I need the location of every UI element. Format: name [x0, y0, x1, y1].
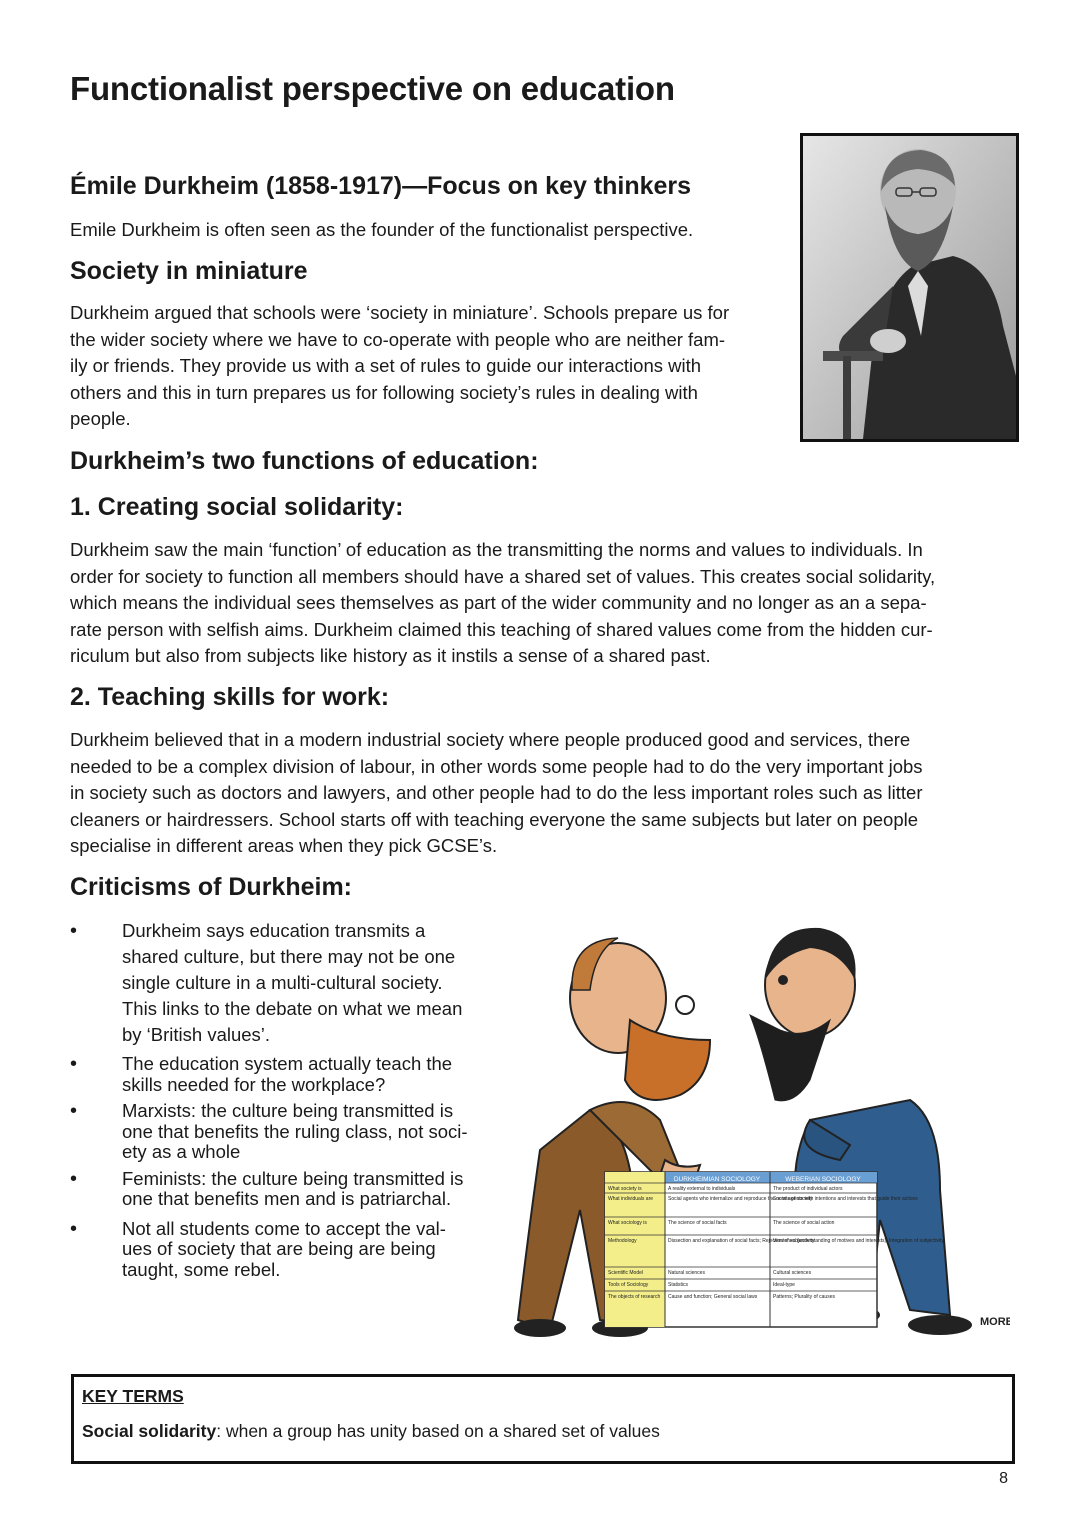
criticisms-heading: Criticisms of Durkheim:	[70, 873, 353, 901]
society-heading: Society in miniature	[70, 257, 308, 285]
text-line: ily or friends. They provide us with a set of rules to guide our interactions with	[70, 355, 702, 376]
bullet-icon: •	[70, 1217, 78, 1240]
list-item	[70, 1101, 510, 1163]
table-cell-weber: Cultural sciences	[773, 1270, 812, 1276]
solidarity-heading: 1. Creating social solidarity:	[70, 493, 404, 521]
key-term-text: : when a group has unity based on a shared set of values	[216, 1421, 660, 1441]
text-line: Not all students come to accept the val-	[122, 1217, 446, 1239]
text-line: ues of society that are being are being	[122, 1238, 436, 1259]
durkheim-intro: Emile Durkheim is often seen as the founder of the functionalist perspective.	[70, 219, 694, 240]
text-line: Marxists: the culture being transmitted is	[122, 1100, 454, 1121]
text-line: ety as a whole	[122, 1141, 241, 1162]
table-row-label: The objects of research	[608, 1294, 661, 1300]
portrait-image	[803, 136, 1016, 439]
bullet-icon: •	[70, 1100, 78, 1122]
text-line: Feminists: the culture being transmitted is	[122, 1167, 464, 1189]
skills-heading: 2. Teaching skills for work:	[70, 683, 390, 711]
table-row-label: What individuals are	[608, 1196, 654, 1202]
text-line: one that benefits the ruling class, not soci-	[122, 1120, 468, 1142]
table-row-label: Scientific Model	[608, 1270, 644, 1276]
table-cell-weber: Patterns; Plurality of causes	[773, 1294, 835, 1300]
table-cell-weber: Verstehen (understanding of motives and interests); Integration of subjectivity	[773, 1238, 944, 1244]
text-line: Durkheim believed that in a modern industrial society where people produced good and services, there	[70, 729, 911, 750]
table-row-label: What sociology is	[608, 1220, 647, 1226]
table-cell-durkheim: Social agents who internalize and reproduce the norms of society	[668, 1196, 813, 1202]
text-line: the wider society where we have to co-operate with people who are neither fam-	[70, 328, 726, 350]
solidarity-paragraph	[70, 537, 1015, 670]
text-line: riculum but also from subjects like history as it instils a sense of a shared past.	[70, 645, 711, 666]
table-cell-weber: The product of individual actors	[773, 1186, 843, 1192]
list-item	[70, 1169, 510, 1210]
durkheim-heading: Émile Durkheim (1858-1917)—Focus on key thinkers	[70, 172, 692, 200]
skills-paragraph	[70, 727, 1015, 860]
functions-heading: Durkheim’s two functions of education:	[70, 447, 539, 475]
table-row-label: What society is	[608, 1186, 642, 1192]
text-line: people.	[70, 408, 131, 429]
table-cell-durkheim: Statistics	[668, 1282, 689, 1288]
list-item	[70, 918, 510, 1048]
text-line: by ‘British values’.	[122, 1024, 271, 1045]
table-cell-weber: Ideal-type	[773, 1282, 795, 1288]
text-line: others and this in turn prepares us for following society’s rules in dealing with	[70, 381, 698, 403]
text-line: order for society to function all members should have a shared set of values. This creates social solidarity,	[70, 565, 936, 587]
text-line: single culture in a multi-cultural society.	[122, 972, 443, 993]
text-line: which means the individual sees themselves as part of the wider community and no longer as an a sepa-	[70, 592, 927, 613]
page-title: Functionalist perspective on education	[70, 70, 675, 107]
text-line: one that benefits men and is patriarchal.	[122, 1188, 452, 1209]
text-line: needed to be a complex division of labour, in other words some people had to do the very important jobs	[70, 755, 923, 777]
page-number: 8	[999, 1470, 1008, 1487]
list-item	[70, 1054, 510, 1095]
text-line: Durkheim says education transmits a	[122, 920, 426, 941]
key-term-definition	[82, 1421, 660, 1442]
society-paragraph	[70, 300, 800, 433]
key-terms-heading: KEY TERMS	[82, 1386, 184, 1406]
table-cell-weber: Social agents with intentions and interests that guide their actions	[773, 1196, 918, 1202]
criticisms-list	[70, 918, 510, 1280]
durkheim-weber-cartoon	[510, 920, 1010, 1345]
text-line: The education system actually teach the	[122, 1053, 453, 1074]
durkheim-portrait	[800, 133, 1019, 442]
bullet-icon: •	[70, 1167, 78, 1190]
artist-signature: MORE	[980, 1316, 1010, 1328]
text-line: in society such as doctors and lawyers, and other people had to do the less important roles such as litter	[70, 782, 923, 803]
text-line: This links to the debate on what we mean	[122, 998, 463, 1019]
table-cell-durkheim: Cause and function; General social laws	[668, 1294, 758, 1300]
cartoon-image	[510, 920, 1010, 1345]
text-line: shared culture, but there may not be one	[122, 946, 456, 967]
list-item	[70, 1219, 510, 1281]
table-cell-durkheim: A reality external to individuals	[668, 1186, 736, 1192]
table-cell-durkheim: Natural sciences	[668, 1270, 705, 1276]
bullet-icon: •	[70, 920, 78, 942]
table-cell-weber: The science of social action	[773, 1220, 835, 1226]
key-term: Social solidarity	[82, 1421, 217, 1441]
text-line: Durkheim saw the main ‘function’ of education as the transmitting the norms and values to individuals. In	[70, 539, 923, 560]
text-line: skills needed for the workplace?	[122, 1073, 386, 1095]
text-line: rate person with selfish aims. Durkheim claimed this teaching of shared values come from the hidden cur-	[70, 618, 933, 640]
key-terms-box	[71, 1374, 1015, 1464]
text-line: Durkheim argued that schools were ‘society in miniature’. Schools prepare us for	[70, 302, 730, 323]
text-line: cleaners or hairdressers. School starts off with teaching everyone the same subjects but later on people	[70, 808, 919, 830]
text-line: taught, some rebel.	[122, 1258, 281, 1280]
bullet-icon: •	[70, 1053, 78, 1075]
table-col-weber: WEBERIAN SOCIOLOGY	[785, 1176, 861, 1183]
table-row-label: Tools of Sociology	[608, 1282, 649, 1288]
text-line: specialise in different areas when they pick GCSE’s.	[70, 835, 498, 856]
table-row-label: Methodology	[608, 1238, 637, 1244]
table-col-durkheim: DURKHEIMIAN SOCIOLOGY	[673, 1176, 761, 1183]
table-cell-durkheim: Dissection and explanation of social facts; Rejection of subjectivity	[668, 1238, 815, 1244]
table-cell-durkheim: The science of social facts	[668, 1220, 727, 1226]
